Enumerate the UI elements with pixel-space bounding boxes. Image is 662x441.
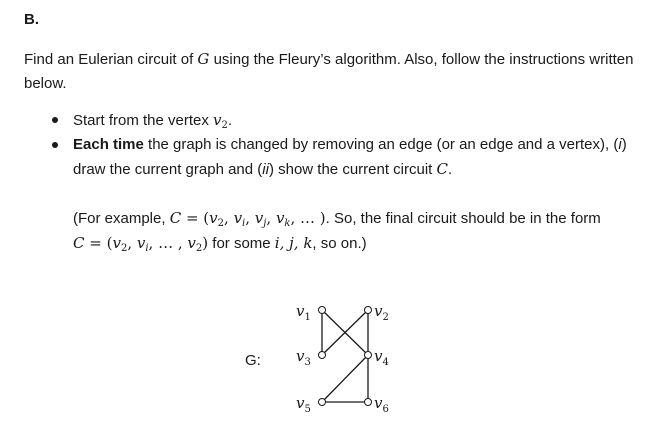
seq2-token: v [136, 234, 146, 252]
instruction-2-i: i [618, 136, 622, 153]
seq1-token: , [266, 209, 276, 227]
example-variables: i, j, k [274, 234, 313, 252]
seq2-token: ) [202, 234, 209, 252]
vertex-subscript: 5 [304, 404, 311, 415]
vertex-label-v6 [374, 394, 389, 415]
seq1-token: v [275, 209, 285, 227]
instruction-2-text-b: ) draw the current graph and ( [73, 136, 627, 178]
seq2-token: v [112, 234, 121, 252]
seq1-token: k [284, 218, 291, 229]
vertex-subscript: 1 [304, 312, 311, 323]
instruction-1-text: Start from the vertex [73, 112, 214, 129]
seq2-token: , [127, 234, 137, 252]
vertex-letter: v [296, 347, 305, 365]
instruction-2-end: . [448, 161, 453, 178]
edge-v4-v5 [322, 355, 368, 402]
example-tail: for some [208, 235, 275, 252]
vertex-v5 [319, 399, 326, 406]
seq2-token: 2 [195, 243, 203, 254]
example-lead: (For example, [73, 210, 170, 227]
vertex-v6 [365, 399, 372, 406]
vertex-label-v1 [296, 302, 311, 323]
seq1-token: v [209, 209, 218, 227]
vertex-letter: v [296, 394, 305, 412]
instruction-2-ii: ii [262, 161, 269, 178]
vertex-subscript: 4 [382, 357, 389, 368]
vertex-letter: v [296, 302, 305, 320]
instruction-1-end: . [227, 112, 233, 129]
vertex-v2 [365, 307, 372, 314]
example-equals-1: = ( [181, 209, 210, 227]
vertex-label-v4 [374, 347, 389, 368]
vertex-letter: v [374, 347, 383, 365]
vertex-v3 [319, 352, 326, 359]
vertex-letter: v [374, 394, 383, 412]
seq2-token: i [145, 243, 149, 254]
example-middle: . So, the final circuit should be in the form [325, 210, 601, 227]
vertex-letter: v [213, 111, 222, 129]
seq1-token: i [242, 218, 246, 229]
final-circuit-symbol: C [73, 234, 85, 252]
vertex-v4 [365, 352, 372, 359]
instruction-2-text-a: the graph is changed by removing an edge (or an edge and a vertex), ( [143, 136, 619, 153]
intro-text-2: using the Fleury’s algorithm. Also, follow the instructions written below. [24, 51, 634, 92]
example-equals-2: = ( [84, 234, 113, 252]
vertex-label-v2 [374, 302, 389, 323]
seq1-token: v [254, 209, 264, 227]
seq1-token: , [245, 209, 255, 227]
seq1-token: , … ) [290, 209, 326, 227]
vertex-subscript: 2 [382, 312, 389, 323]
graph-label: G: [245, 352, 261, 369]
graph-symbol: G [197, 50, 210, 68]
vertex-v1 [319, 307, 326, 314]
example-end: , so on.) [312, 235, 367, 252]
vertex-subscript: 3 [304, 357, 311, 368]
vertex-letter: v [374, 302, 383, 320]
vertex-subscript: 6 [382, 404, 389, 415]
seq2-token: 2 [120, 243, 128, 254]
intro-text-1: Find an Eulerian circuit of [24, 51, 198, 68]
instruction-2-text-c: ) show the current circuit [268, 161, 437, 178]
seq2-token: v [187, 234, 196, 252]
seq1-token: j [263, 218, 267, 229]
vertex-subscript: 2 [221, 120, 228, 131]
instruction-2-bold: Each time [73, 136, 144, 153]
circuit-symbol: C [436, 160, 448, 178]
seq1-token: , [224, 209, 234, 227]
section-label: B. [24, 11, 39, 28]
vertex-label-v5 [296, 394, 311, 415]
example-circuit-symbol: C [169, 209, 182, 227]
seq1-token: v [233, 209, 243, 227]
seq1-token: 2 [217, 218, 225, 229]
seq2-token: , … , [148, 234, 188, 252]
vertex-label-v3 [296, 347, 311, 368]
